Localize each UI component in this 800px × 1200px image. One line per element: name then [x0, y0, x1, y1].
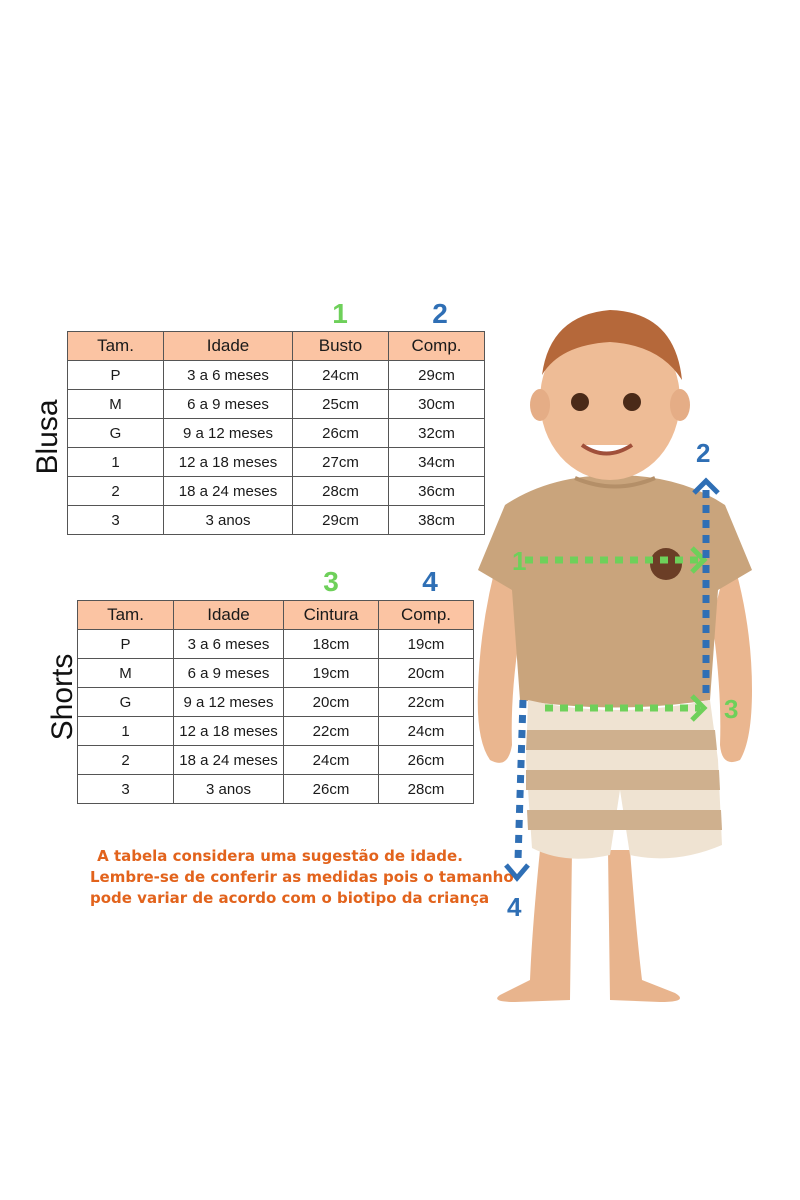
cell-measure-b: 20cm — [379, 659, 474, 688]
baby-model-illustration — [460, 290, 790, 1010]
cell-measure-a: 25cm — [293, 390, 389, 419]
cell-measure-b: 38cm — [389, 506, 485, 535]
cell-size: 3 — [68, 506, 164, 535]
table-row — [78, 630, 474, 659]
table-row — [68, 361, 485, 390]
cell-age: 6 a 9 meses — [164, 390, 293, 419]
cell-measure-a: 20cm — [284, 688, 379, 717]
shorts-comp-column-number: 4 — [422, 566, 438, 597]
cell-age: 12 a 18 meses — [164, 448, 293, 477]
measure-label-2: 2 — [696, 438, 711, 468]
cell-age: 3 a 6 meses — [174, 630, 284, 659]
cell-measure-a: 26cm — [293, 419, 389, 448]
cell-size: P — [68, 361, 164, 390]
cell-measure-a: 29cm — [293, 506, 389, 535]
cell-measure-b: 32cm — [389, 419, 485, 448]
measure-label-1: 1 — [512, 546, 527, 576]
cell-size: M — [78, 659, 174, 688]
cell-measure-b: 24cm — [379, 717, 474, 746]
cell-measure-a: 18cm — [284, 630, 379, 659]
cell-measure-b: 28cm — [379, 775, 474, 804]
table-row — [68, 419, 485, 448]
table-row — [68, 448, 485, 477]
cintura-column-number: 3 — [323, 566, 339, 597]
header-age: Idade — [164, 332, 293, 361]
cell-size: 1 — [78, 717, 174, 746]
cell-size: 3 — [78, 775, 174, 804]
cell-measure-a: 26cm — [284, 775, 379, 804]
cell-age: 9 a 12 meses — [164, 419, 293, 448]
header-waist: Cintura — [284, 601, 379, 630]
cell-size: G — [68, 419, 164, 448]
busto-column-number: 1 — [332, 298, 348, 329]
shorts-table-body — [78, 630, 474, 804]
cell-measure-a: 24cm — [284, 746, 379, 775]
cell-size: 2 — [68, 477, 164, 506]
note-line: Lembre-se de conferir as medidas pois o tamanho — [90, 868, 514, 886]
cell-age: 18 a 24 meses — [174, 746, 284, 775]
blusa-size-table — [67, 331, 485, 535]
blusa-section-label: Blusa — [31, 399, 64, 475]
blusa-comp-column-number: 2 — [432, 298, 448, 329]
cell-age: 6 a 9 meses — [174, 659, 284, 688]
table-row — [68, 506, 485, 535]
cell-measure-b: 19cm — [379, 630, 474, 659]
cell-age: 18 a 24 meses — [164, 477, 293, 506]
cell-measure-a: 24cm — [293, 361, 389, 390]
table-header-row — [68, 332, 485, 361]
cell-age: 12 a 18 meses — [174, 717, 284, 746]
table-row — [78, 746, 474, 775]
note-line: A tabela considera uma sugestão de idade. — [97, 847, 463, 865]
cell-age: 3 a 6 meses — [164, 361, 293, 390]
shorts-section-label: Shorts — [46, 653, 79, 741]
table-row — [78, 688, 474, 717]
cell-measure-a: 27cm — [293, 448, 389, 477]
header-bust: Busto — [293, 332, 389, 361]
table-row — [78, 775, 474, 804]
measure-label-4: 4 — [507, 892, 522, 922]
cell-measure-b: 34cm — [389, 448, 485, 477]
cell-age: 3 anos — [164, 506, 293, 535]
cell-measure-b: 22cm — [379, 688, 474, 717]
cell-measure-a: 22cm — [284, 717, 379, 746]
blusa-table-body — [68, 361, 485, 535]
header-length: Comp. — [379, 601, 474, 630]
cell-size: 1 — [68, 448, 164, 477]
size-disclaimer-note — [90, 846, 514, 909]
cell-size: G — [78, 688, 174, 717]
cell-measure-b: 36cm — [389, 477, 485, 506]
cell-age: 9 a 12 meses — [174, 688, 284, 717]
table-header-row — [78, 601, 474, 630]
cell-size: P — [78, 630, 174, 659]
shorts-size-table — [77, 600, 474, 804]
header-length: Comp. — [389, 332, 485, 361]
cell-measure-b: 30cm — [389, 390, 485, 419]
note-line: pode variar de acordo com o biotipo da criança — [90, 889, 490, 907]
table-row — [78, 659, 474, 688]
table-row — [78, 717, 474, 746]
measure-label-3: 3 — [724, 694, 739, 724]
cell-age: 3 anos — [174, 775, 284, 804]
table-row — [68, 477, 485, 506]
cell-size: M — [68, 390, 164, 419]
header-size: Tam. — [68, 332, 164, 361]
cell-measure-a: 19cm — [284, 659, 379, 688]
cell-size: 2 — [78, 746, 174, 775]
cell-measure-b: 26cm — [379, 746, 474, 775]
cell-measure-a: 28cm — [293, 477, 389, 506]
header-age: Idade — [174, 601, 284, 630]
header-size: Tam. — [78, 601, 174, 630]
cell-measure-b: 29cm — [389, 361, 485, 390]
table-row — [68, 390, 485, 419]
